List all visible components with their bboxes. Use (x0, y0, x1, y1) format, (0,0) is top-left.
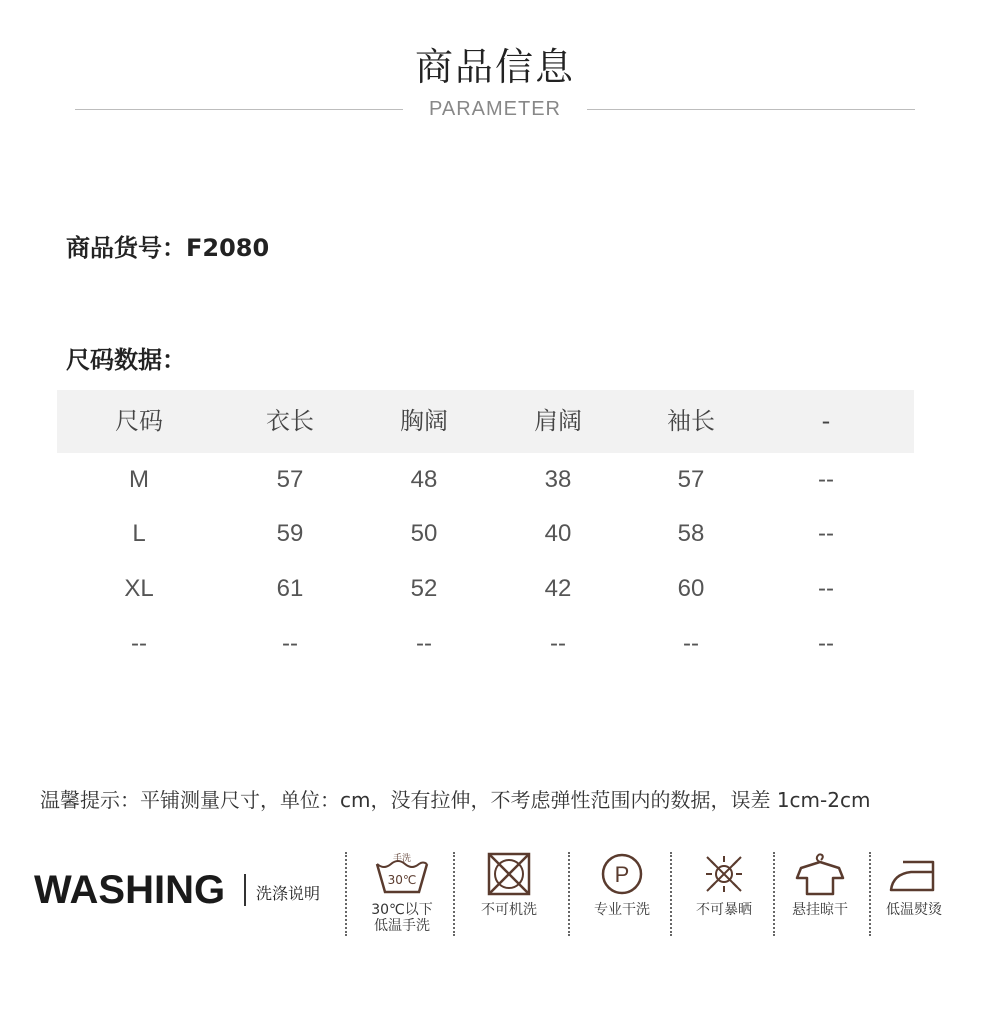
column-header: 尺码 (115, 407, 163, 435)
care-item-low-iron (866, 852, 962, 918)
care-label: 不可机洗 (481, 902, 537, 918)
dry-clean-icon (591, 852, 653, 896)
icon-text: 30℃ (387, 873, 417, 887)
table-cell: -- (416, 630, 432, 657)
table-row (57, 562, 914, 617)
table-cell: M (129, 466, 149, 493)
measurement-tip: 温馨提示：平铺测量尺寸，单位：cm，没有拉伸，不考虑弹性范围内的数据，误差 1cm-2cm (40, 788, 871, 812)
hand-wash-icon (371, 852, 433, 896)
page-title: 商品信息 (414, 45, 575, 89)
table-header-row (57, 390, 914, 453)
table-cell: 50 (410, 520, 438, 547)
column-header: 袖长 (667, 407, 715, 435)
dotted-separator (568, 852, 570, 936)
care-item-no-machine-wash (461, 852, 557, 918)
table-cell: 57 (276, 466, 304, 493)
table-cell: -- (818, 466, 834, 493)
dotted-separator (345, 852, 347, 936)
icon-text: 手洗 (392, 854, 412, 864)
washing-title-divider (244, 874, 246, 906)
table-row (57, 507, 914, 562)
table-cell: -- (818, 575, 834, 602)
subtitle-row (75, 96, 915, 124)
table-cell: -- (683, 630, 699, 657)
size-data-heading: 尺码数据： (66, 346, 186, 374)
table-cell: L (132, 520, 146, 547)
table-cell: 42 (544, 575, 572, 602)
table-cell: 59 (276, 520, 304, 547)
table-cell: 58 (677, 520, 705, 547)
column-header: 胸阔 (400, 407, 448, 435)
icon-text: P (614, 862, 630, 887)
table-cell: 38 (544, 466, 572, 493)
table-cell: 52 (410, 575, 438, 602)
dotted-separator (453, 852, 455, 936)
no-sun-icon (693, 852, 755, 896)
dotted-separator (670, 852, 672, 936)
care-label: 专业干洗 (594, 902, 650, 918)
table-cell: 48 (410, 466, 438, 493)
divider-right (587, 109, 915, 110)
washing-instructions (34, 852, 954, 942)
page-subtitle: PARAMETER (429, 98, 561, 120)
table-cell: -- (818, 630, 834, 657)
hang-dry-icon (789, 852, 851, 896)
divider-left (75, 109, 403, 110)
low-iron-icon (883, 852, 945, 896)
washing-title-cn: 洗涤说明 (256, 884, 321, 903)
table-cell: XL (124, 575, 154, 602)
care-item-hand-wash (354, 852, 450, 934)
care-item-dry-clean (574, 852, 670, 918)
care-label: 低温熨烫 (886, 902, 942, 918)
table-cell: 57 (677, 466, 705, 493)
column-header: 衣长 (266, 407, 314, 435)
care-label-line2: 低温手洗 (374, 918, 430, 934)
care-item-no-sun (676, 852, 772, 918)
washing-title: WASHING (34, 868, 226, 912)
care-label (354, 902, 450, 934)
care-label: 悬挂晾干 (792, 902, 848, 918)
care-label: 不可暴晒 (696, 902, 752, 918)
product-number: 商品货号：F2080 (66, 234, 270, 262)
no-machine-wash-icon (478, 852, 540, 896)
table-cell: 60 (677, 575, 705, 602)
table-cell: -- (282, 630, 298, 657)
table-row (57, 453, 914, 507)
column-header: - (821, 407, 831, 435)
table-row (57, 617, 914, 671)
care-item-hang-dry (772, 852, 868, 918)
table-cell: -- (818, 520, 834, 547)
care-label-line1: 30℃以下 (371, 902, 433, 918)
table-cell: -- (550, 630, 566, 657)
table-cell: 40 (544, 520, 572, 547)
column-header: 肩阔 (534, 407, 582, 435)
size-table (57, 390, 914, 671)
table-cell: -- (131, 630, 147, 657)
table-cell: 61 (276, 575, 304, 602)
